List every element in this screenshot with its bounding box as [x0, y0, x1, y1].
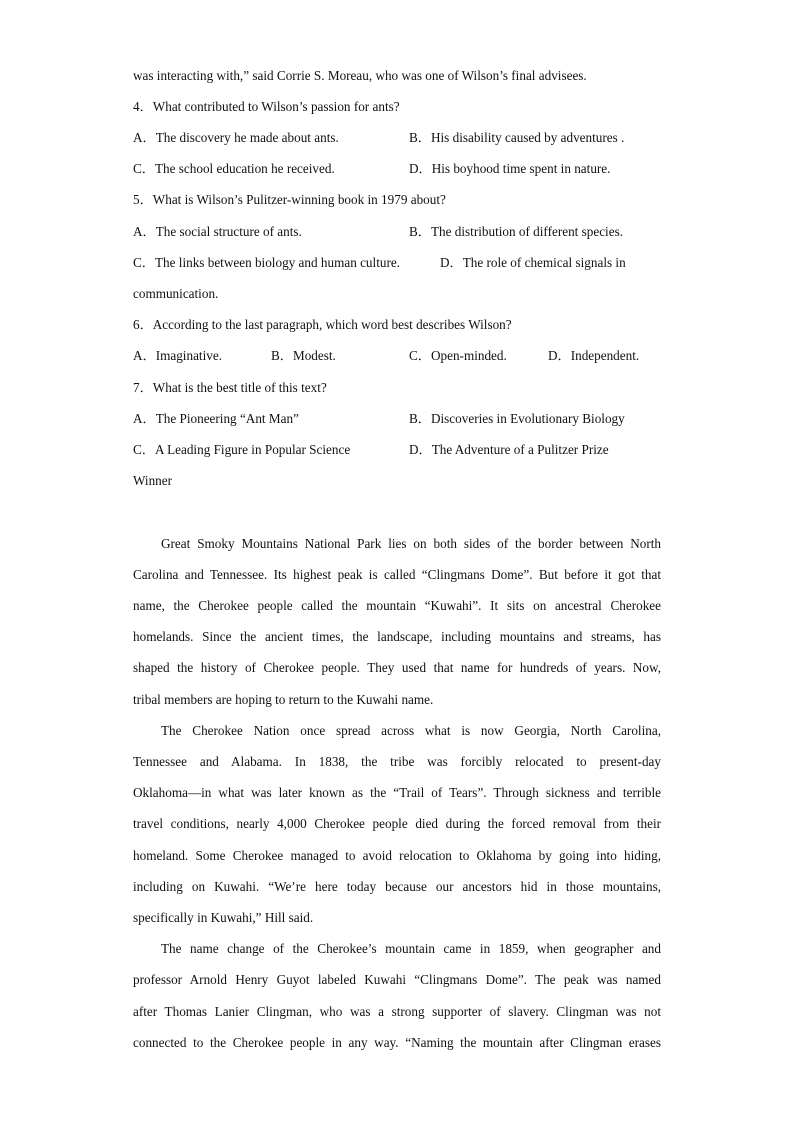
- option-c: C．Open-minded.: [409, 348, 507, 363]
- option-b: B．The distribution of different species.: [409, 224, 624, 239]
- paragraph-fragment: was interacting with,” said Corrie S. Moreau, who was one of Wilson’s final advisees.: [133, 68, 587, 83]
- text-line: including on Kuwahi. “We’re here today because our ancestors hid in those mountains,: [133, 879, 661, 894]
- option-a: A．The social structure of ants.: [133, 224, 302, 239]
- question-stem: 4．What contributed to Wilson’s passion for ants?: [133, 99, 400, 114]
- text-line: tribal members are hoping to return to the Kuwahi name.: [133, 692, 434, 707]
- option-d: D．His boyhood time spent in nature.: [409, 161, 611, 176]
- option-c: C．The school education he received.: [133, 161, 335, 176]
- option-b: B．Modest.: [271, 348, 336, 363]
- option-a: A．The Pioneering “Ant Man”: [133, 411, 299, 426]
- text-line: Tennessee and Alabama. In 1838, the tribe was forcibly relocated to present-day: [133, 754, 661, 769]
- option-a: A．The discovery he made about ants.: [133, 130, 339, 145]
- option-d-continued: Winner: [133, 473, 173, 488]
- option-d: D．Independent.: [548, 348, 640, 363]
- option-b: B．His disability caused by adventures .: [409, 130, 625, 145]
- option-a: A．Imaginative.: [133, 348, 222, 363]
- text-line: shaped the history of Cherokee people. They used that name for hundreds of years. Now,: [133, 660, 661, 675]
- question-stem: 7．What is the best title of this text?: [133, 380, 327, 395]
- text-line: The Cherokee Nation once spread across what is now Georgia, North Carolina,: [161, 723, 661, 738]
- text-line: The name change of the Cherokee’s mountain came in 1859, when geographer and: [161, 941, 661, 956]
- text-line: connected to the Cherokee people in any way. “Naming the mountain after Clingman erases: [133, 1035, 661, 1050]
- option-b: B．Discoveries in Evolutionary Biology: [409, 411, 625, 426]
- question-stem: 5．What is Wilson’s Pulitzer-winning book in 1979 about?: [133, 192, 446, 207]
- text-line: homeland. Some Cherokee managed to avoid relocation to Oklahoma by going into hiding,: [133, 848, 661, 863]
- text-line: specifically in Kuwahi,” Hill said.: [133, 910, 314, 925]
- option-d: D．The role of chemical signals in: [440, 255, 626, 270]
- text-line: travel conditions, nearly 4,000 Cherokee people died during the forced removal from their: [133, 816, 661, 831]
- text-line: name, the Cherokee people called the mountain “Kuwahi”. It sits on ancestral Cherokee: [133, 598, 661, 613]
- option-d-continued: communication.: [133, 286, 219, 301]
- text-line: professor Arnold Henry Guyot labeled Kuwahi “Clingmans Dome”. The peak was named: [133, 972, 661, 987]
- text-line: after Thomas Lanier Clingman, who was a strong supporter of slavery. Clingman was not: [133, 1004, 661, 1019]
- option-d: D．The Adventure of a Pulitzer Prize: [409, 442, 609, 457]
- text-line: Carolina and Tennessee. Its highest peak is called “Clingmans Dome”. But before it got that: [133, 567, 661, 582]
- question-stem: 6．According to the last paragraph, which word best describes Wilson?: [133, 317, 512, 332]
- text-line: Great Smoky Mountains National Park lies on both sides of the border between North: [161, 536, 661, 551]
- option-c: C．The links between biology and human culture.: [133, 255, 400, 270]
- option-c: C．A Leading Figure in Popular Science: [133, 442, 351, 457]
- text-line: Oklahoma—in what was later known as the “Trail of Tears”. Through sickness and terrible: [133, 785, 661, 800]
- text-line: homelands. Since the ancient times, the landscape, including mountains and streams, has: [133, 629, 661, 644]
